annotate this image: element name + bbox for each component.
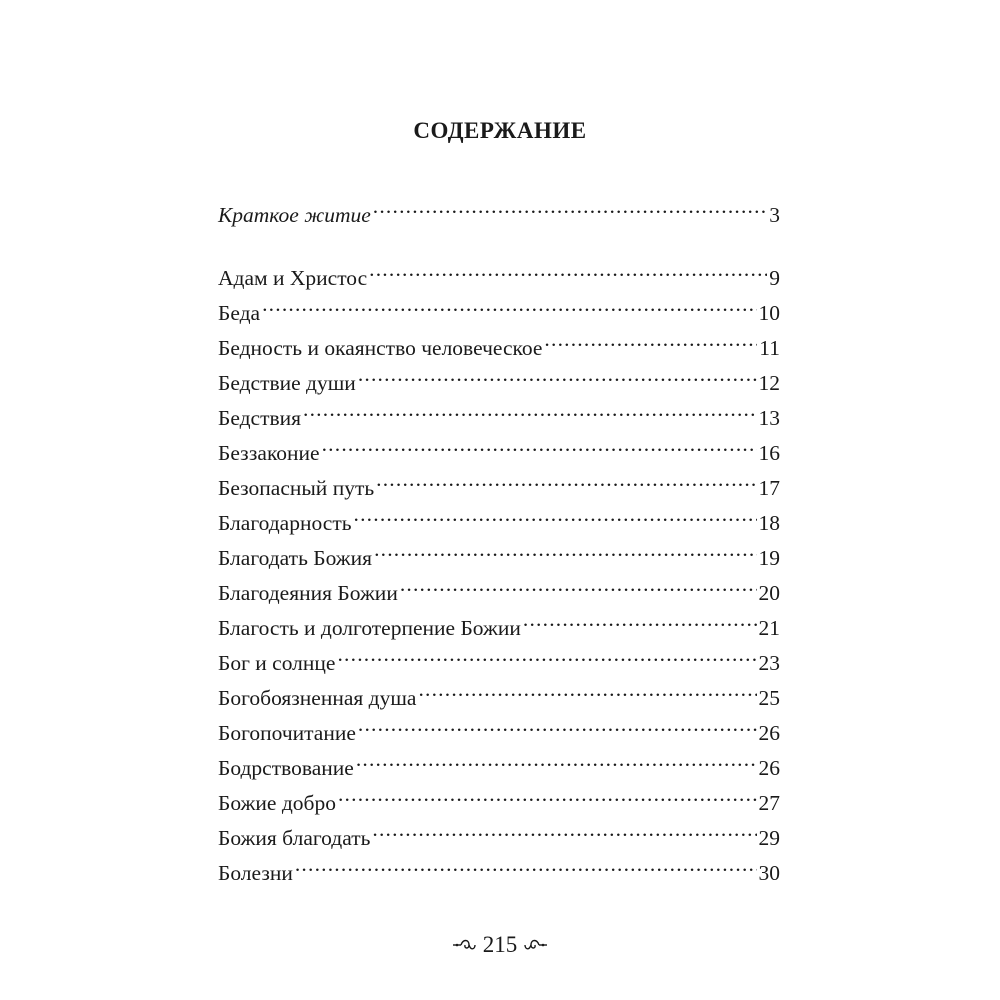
toc-entry-page: 30 (758, 861, 780, 885)
toc-entry-label: Благодарность (218, 511, 352, 535)
toc-entry (218, 539, 780, 571)
dot-leader (372, 819, 756, 845)
dot-leader (358, 364, 757, 390)
toc-entry-page: 9 (769, 266, 780, 290)
toc-entry-label: Богопочитание (218, 721, 356, 745)
toc-entry-label: Божие добро (218, 791, 336, 815)
toc-entry-label: Болезни (218, 861, 293, 885)
dot-leader (376, 469, 756, 495)
toc-entry-label: Адам и Христос (218, 266, 368, 290)
toc-entry (218, 714, 780, 746)
toc-entry-label: Благодеяния Божии (218, 581, 398, 605)
toc-entry (218, 469, 780, 501)
page-number: 215 (482, 932, 518, 957)
toc-entry-page: 29 (758, 826, 780, 850)
toc-entry (218, 504, 780, 536)
toc-entry (218, 294, 780, 326)
toc-entry-page: 26 (758, 721, 780, 745)
toc-entry (218, 784, 780, 816)
toc-entry-page: 3 (769, 203, 780, 227)
dot-leader (322, 434, 757, 460)
toc-entry-page: 18 (758, 511, 780, 535)
toc-entry (218, 434, 780, 466)
dot-leader (418, 679, 756, 705)
toc-entry-label: Безопасный путь (218, 476, 375, 500)
toc-entry-label: Краткое житие (218, 203, 371, 227)
toc-entry-page: 12 (758, 371, 780, 395)
toc-entry-label: Беда (218, 301, 261, 325)
dot-leader (374, 539, 756, 565)
dot-leader (354, 504, 757, 530)
toc-entry (218, 609, 780, 641)
dot-leader (337, 644, 756, 670)
dot-leader (358, 714, 757, 740)
toc-entry-page: 10 (758, 301, 780, 325)
toc-entry-label: Богобоязненная душа (218, 686, 417, 710)
dot-leader (369, 259, 767, 285)
dot-leader (400, 574, 757, 600)
dot-leader (523, 609, 757, 635)
toc-entry-page: 16 (758, 441, 780, 465)
toc-entry (218, 259, 780, 291)
toc-entry (218, 329, 780, 361)
toc-entry-label: Бодрствование (218, 756, 354, 780)
toc-entry-page: 13 (758, 406, 780, 430)
dot-leader (373, 196, 767, 222)
dot-leader (356, 749, 757, 775)
dot-leader (262, 294, 756, 320)
toc-entry (218, 749, 780, 781)
flourish-ornament-icon (523, 937, 549, 953)
toc-entry-page: 27 (758, 791, 780, 815)
toc-entry-label: Благодать Божия (218, 546, 373, 570)
toc-entry-intro (218, 196, 780, 228)
toc-entry-label: Бог и солнце (218, 651, 336, 675)
toc-entry-label: Бедствия (218, 406, 302, 430)
page-title: СОДЕРЖАНИЕ (413, 118, 587, 143)
toc-entry-label: Бедствие души (218, 371, 356, 395)
toc-entry-label: Беззаконие (218, 441, 320, 465)
toc-entry-label: Бедность и окаянство человеческое (218, 336, 543, 360)
dot-leader (295, 854, 757, 880)
toc-entry-page: 11 (759, 336, 780, 360)
toc-entry-page: 25 (758, 686, 780, 710)
flourish-ornament-icon (451, 937, 477, 953)
toc-entry-label: Божия благодать (218, 826, 371, 850)
toc-entry-label: Благость и долготерпение Божии (218, 616, 521, 640)
toc-entry (218, 574, 780, 606)
toc-entry-page: 26 (758, 756, 780, 780)
toc-entry (218, 679, 780, 711)
dot-leader (544, 329, 757, 355)
toc-entry-page: 23 (758, 651, 780, 675)
page-number-footer (0, 932, 1000, 958)
toc-entry (218, 819, 780, 851)
toc-entry (218, 399, 780, 431)
dot-leader (338, 784, 757, 810)
toc-entry (218, 854, 780, 886)
dot-leader (303, 399, 756, 425)
toc-entry-page: 20 (758, 581, 780, 605)
toc-entry-page: 19 (758, 546, 780, 570)
toc-entry (218, 364, 780, 396)
toc-entry-page: 17 (758, 476, 780, 500)
toc-entry (218, 644, 780, 676)
toc-entry-page: 21 (758, 616, 780, 640)
